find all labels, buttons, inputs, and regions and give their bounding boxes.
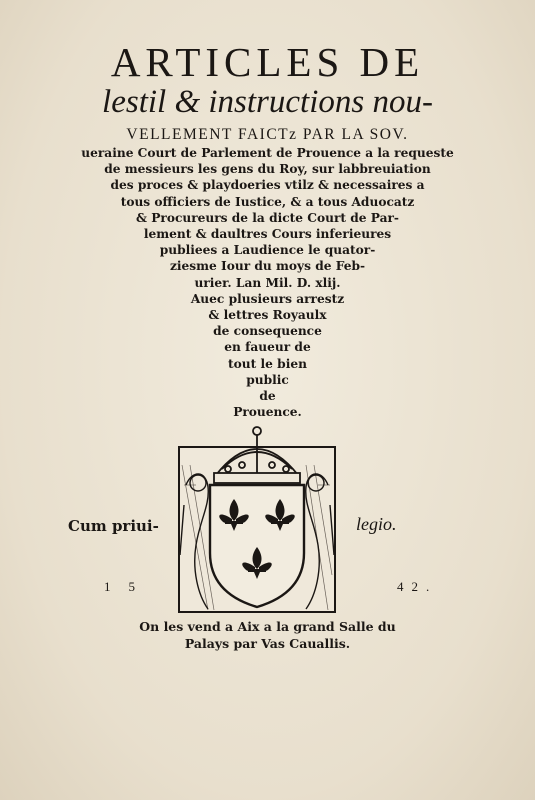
imprint-line-1: On les vend a Aix a la grand Salle du	[139, 619, 396, 634]
body-line: de	[259, 389, 276, 404]
body-line: & Procureurs de la dicte Court de Par-	[135, 210, 399, 225]
body-line: publiees a Laudience le quator-	[159, 243, 376, 258]
body-line: urier. Lan Mil. D. xlij.	[194, 275, 341, 290]
body-line: tout le bien	[228, 356, 307, 371]
body-line: public	[246, 372, 289, 387]
title-body-text	[0, 145, 535, 420]
title-line-1: ARTICLES DE	[110, 39, 425, 85]
privilege-left: Cum priui-	[68, 517, 159, 535]
title-line-3: VELLEMENT FAICTz PAR LA SOV.	[126, 126, 409, 143]
body-line: & lettres Royaulx	[208, 308, 327, 323]
royal-arms-woodcut-icon	[178, 425, 336, 613]
year-left: 15	[104, 579, 153, 594]
body-line: des proces & playdoeries vtilz & necessaires a	[110, 178, 425, 193]
body-line: en faueur de	[224, 340, 311, 355]
body-line: de consequence	[213, 324, 322, 339]
body-line: de messieurs les gens du Roy, sur labbreuiation	[104, 162, 431, 177]
imprint	[0, 618, 535, 652]
body-line: ziesme Iour du moys de Feb-	[169, 259, 366, 274]
year-right: 42.	[397, 579, 438, 594]
body-line: tous officiers de Iustice, & a tous Aduocatz	[120, 194, 415, 209]
title-line-2: lestil & instructions nou-	[102, 84, 433, 120]
imprint-line-2: Palays par Vas Cauallis.	[184, 636, 351, 651]
privilege-right: legio.	[356, 514, 397, 534]
body-line: lement & daultres Cours inferieures	[143, 227, 392, 242]
body-line: Auec plusieurs arrestz	[190, 291, 345, 306]
body-line: ueraine Court de Parlement de Prouence a la requeste	[81, 146, 454, 160]
body-line: Prouence.	[233, 405, 302, 420]
